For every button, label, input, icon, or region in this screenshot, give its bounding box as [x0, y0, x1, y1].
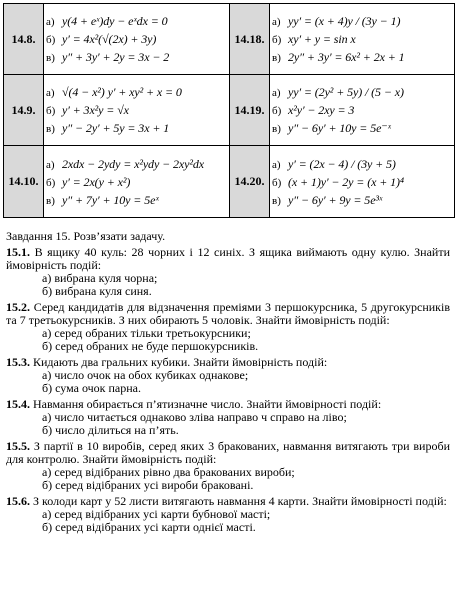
equation: y′ = 2x(y + x²)	[62, 174, 131, 189]
problem-subitem: а) число очок на обох кубиках однакове;	[42, 368, 249, 382]
problem-subitem: а) число читається однаково зліва направо ч справо на ліво;	[42, 410, 347, 424]
problem-15-1	[6, 246, 450, 298]
equation: y′ + 3x²y = √x	[62, 103, 129, 117]
item-label: в)	[272, 194, 281, 207]
item-label: б)	[272, 34, 282, 46]
item-label: б)	[46, 105, 56, 117]
table-row	[4, 4, 455, 75]
problem-text: З партії в 10 виробів, серед яких 3 бракованих, навмання витягають три вироби для контролю. Знайти ймовірність подій:	[6, 439, 450, 466]
problem-number: 14.20.	[230, 146, 270, 218]
problem-15-2	[6, 301, 450, 353]
equation: y′ = 4x²(√(2x) + 3y)	[62, 32, 157, 46]
equation-cell	[270, 75, 455, 146]
equations-table	[3, 3, 455, 218]
item-label: б)	[272, 105, 282, 117]
item-label: в)	[272, 123, 281, 135]
problem-15-4	[6, 398, 450, 437]
problem-subitem: а) вибрана куля чорна;	[42, 271, 158, 285]
item-label: б)	[46, 176, 56, 189]
table-row	[4, 75, 455, 146]
problem-number: 14.9.	[4, 75, 44, 146]
problem-subitem: б) вибрана куля синя.	[42, 284, 152, 298]
problem-subitem: а) серед обраних тільки третьокурсники;	[42, 326, 251, 340]
equation: yy′ = (2y² + 5y) / (5 − x)	[288, 85, 404, 99]
item-label: в)	[46, 123, 55, 135]
equation: xy′ + y = sin x	[288, 32, 356, 46]
problem-15-5	[6, 440, 450, 492]
item-label: а)	[272, 16, 281, 28]
problem-number: 15.3.	[6, 355, 30, 369]
item-label: б)	[272, 176, 282, 189]
problem-number: 14.18.	[230, 4, 270, 75]
item-label: а)	[272, 87, 281, 99]
item-label: а)	[272, 158, 281, 171]
problem-subitem: б) число ділиться на п’ять.	[42, 423, 179, 437]
item-label: в)	[272, 52, 281, 64]
equation: y′ = (2x − 4) / (3y + 5)	[288, 156, 396, 171]
equation-cell	[270, 4, 455, 75]
problem-text: Кидають два гральних кубики. Знайти ймовірність подій:	[33, 355, 328, 369]
problem-number: 15.2.	[6, 300, 30, 314]
problem-number: 14.10.	[4, 146, 44, 218]
problem-number: 15.6.	[6, 494, 30, 508]
problem-text: З колоди карт у 52 листи витягають навмання 4 карти. Знайти ймовірності подій:	[33, 494, 447, 508]
item-label: а)	[46, 16, 55, 28]
equation: 2xdx − 2ydy = x²ydy − 2xy²dx	[62, 156, 204, 171]
problem-number: 14.8.	[4, 4, 44, 75]
item-label: в)	[46, 194, 55, 207]
problem-subitem: б) серед відібраних усі карти однієї масті.	[42, 520, 256, 534]
item-label: а)	[46, 87, 55, 99]
equation: yy′ = (x + 4)y / (3y − 1)	[288, 14, 401, 28]
problem-list	[6, 246, 450, 537]
problem-number: 15.5.	[6, 439, 30, 453]
table-row	[4, 146, 455, 218]
equation: y″ + 3y′ + 2y = 3x − 2	[62, 50, 170, 64]
item-label: б)	[46, 34, 56, 46]
problem-text: Навмання обирається п’ятизначне число. Знайти ймовірності подій:	[33, 397, 382, 411]
equation: x²y′ − 2xy = 3	[288, 103, 355, 117]
equation: 2y″ + 3y′ = 6x² + 2x + 1	[288, 50, 405, 64]
equation: y″ − 6y′ + 10y = 5e⁻ˣ	[288, 121, 391, 135]
problem-number: 15.4.	[6, 397, 30, 411]
problem-text: Серед кандидатів для відзначення преміями 3 першокурсника, 5 другокурсників та 7 третьокурсників. З них обирають 5 чоловік. Знайти ймовірність подій:	[6, 300, 451, 327]
problem-subitem: б) сума очок парна.	[42, 381, 141, 395]
item-label: в)	[46, 52, 55, 64]
equation-cell	[44, 4, 230, 75]
equation: y″ − 2y′ + 5y = 3x + 1	[62, 121, 170, 135]
equation: y″ + 7y′ + 10y = 5eˣ	[62, 192, 159, 207]
problem-number: 14.19.	[230, 75, 270, 146]
problem-15-3	[6, 356, 450, 395]
problem-subitem: а) серед відібраних усі карти бубнової масті;	[42, 507, 271, 521]
problem-15-6	[6, 495, 450, 534]
equation: y″ − 6y′ + 9y = 5e³ˣ	[288, 192, 383, 207]
problem-subitem: б) серед відібраних усі вироби браковані.	[42, 478, 254, 492]
equation: (x + 1)y′ − 2y = (x + 1)⁴	[288, 174, 404, 189]
equation: √(4 − x²) y′ + xy² + x = 0	[62, 85, 182, 99]
problem-number: 15.1.	[6, 245, 30, 259]
problem-text: В ящику 40 куль: 28 чорних і 12 синіх. З ящика виймають одну кулю. Знайти ймовірність подій:	[6, 245, 450, 272]
problem-subitem: б) серед обраних не буде першокурсників.	[42, 339, 259, 353]
equation-cell	[270, 146, 455, 218]
equation: y(4 + eˣ)dy − eˣdx = 0	[62, 14, 168, 28]
equation-cell	[44, 75, 230, 146]
task-title: Завдання 15. Розв’язати задачу.	[6, 229, 166, 243]
equation-cell	[44, 146, 230, 218]
item-label: а)	[46, 158, 55, 171]
problem-subitem: а) серед відібраних рівно два бракованих вироби;	[42, 465, 295, 479]
